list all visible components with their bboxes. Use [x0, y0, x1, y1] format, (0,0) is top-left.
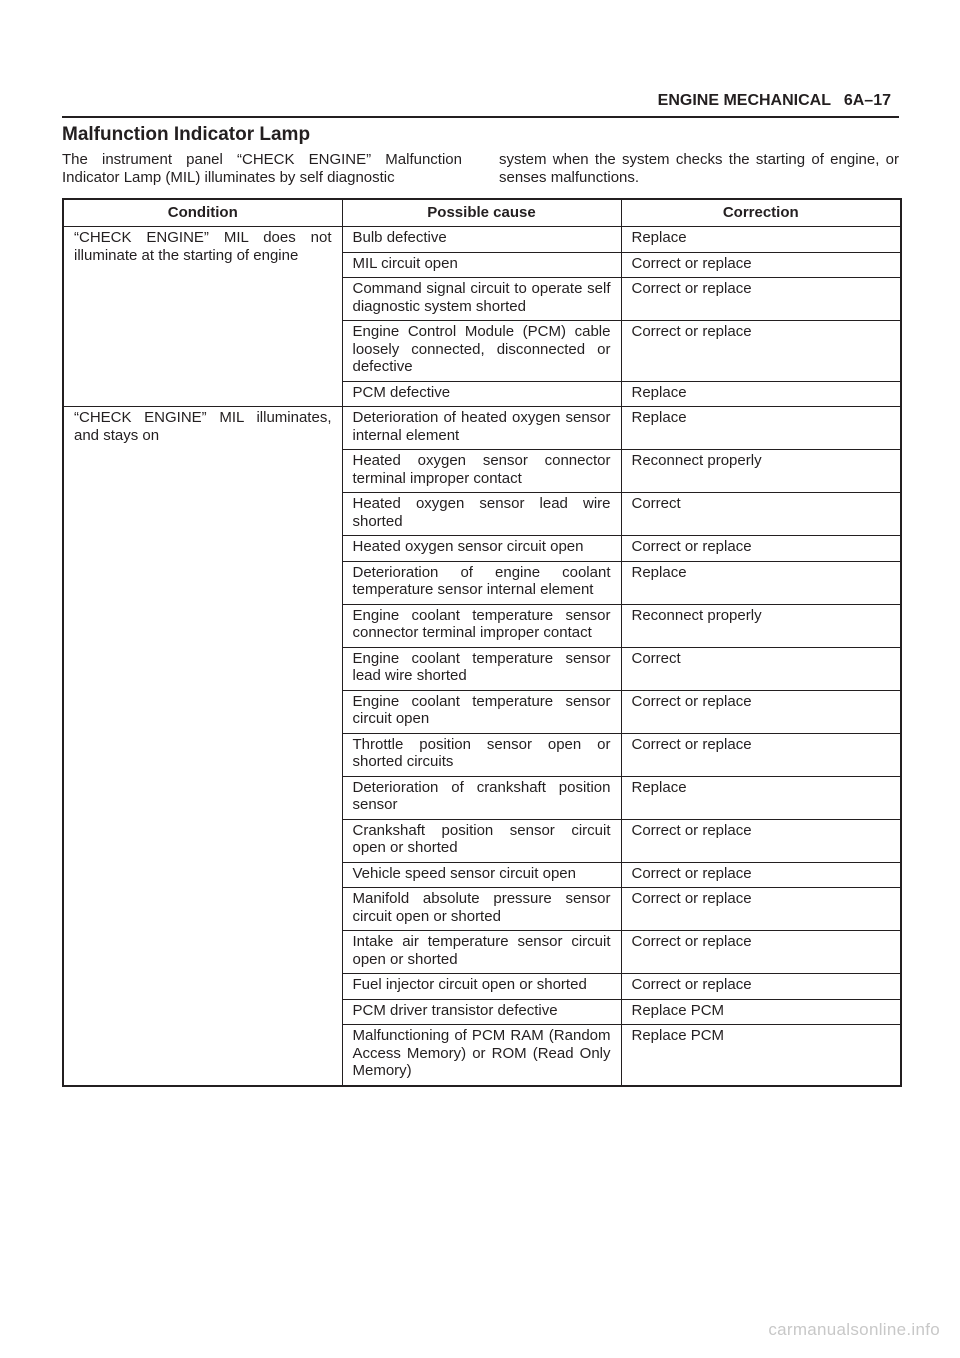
- correction-cell: Replace: [621, 407, 901, 450]
- possible-cause-cell: Bulb defective: [342, 227, 621, 253]
- possible-cause-cell: Heated oxygen sensor connector terminal improper contact: [342, 450, 621, 493]
- possible-cause-cell: Malfunctioning of PCM RAM (Random Access Memory) or ROM (Read Only Memory): [342, 1025, 621, 1086]
- condition-cell: “CHECK ENGINE” MIL does not illuminate at the starting of engine: [63, 227, 342, 407]
- correction-cell: Correct or replace: [621, 536, 901, 562]
- correction-cell: Replace: [621, 561, 901, 604]
- correction-cell: Correct: [621, 647, 901, 690]
- possible-cause-cell: Manifold absolute pressure sensor circuit open or shorted: [342, 888, 621, 931]
- section-title: ENGINE MECHANICAL: [657, 92, 831, 109]
- possible-cause-cell: Engine coolant temperature sensor lead wire shorted: [342, 647, 621, 690]
- correction-cell: Replace PCM: [621, 999, 901, 1025]
- possible-cause-cell: PCM defective: [342, 381, 621, 407]
- possible-cause-cell: Command signal circuit to operate self diagnostic system shorted: [342, 278, 621, 321]
- possible-cause-cell: Crankshaft position sensor circuit open or shorted: [342, 819, 621, 862]
- possible-cause-cell: Fuel injector circuit open or shorted: [342, 974, 621, 1000]
- correction-cell: Correct or replace: [621, 690, 901, 733]
- intro-text-left: The instrument panel “CHECK ENGINE” Malfunction Indicator Lamp (MIL) illuminates by self diagnostic: [62, 151, 462, 186]
- possible-cause-cell: Throttle position sensor open or shorted circuits: [342, 733, 621, 776]
- possible-cause-cell: Heated oxygen sensor lead wire shorted: [342, 493, 621, 536]
- correction-cell: Correct: [621, 493, 901, 536]
- table-body: [63, 227, 901, 1086]
- possible-cause-cell: Vehicle speed sensor circuit open: [342, 862, 621, 888]
- possible-cause-cell: Engine coolant temperature sensor circuit open: [342, 690, 621, 733]
- intro-text-right: system when the system checks the starting of engine, or senses malfunctions.: [499, 151, 899, 186]
- page-title: Malfunction Indicator Lamp: [62, 124, 311, 145]
- correction-cell: Correct or replace: [621, 931, 901, 974]
- correction-cell: Correct or replace: [621, 321, 901, 382]
- possible-cause-cell: Heated oxygen sensor circuit open: [342, 536, 621, 562]
- possible-cause-cell: Deterioration of heated oxygen sensor internal element: [342, 407, 621, 450]
- correction-cell: Correct or replace: [621, 278, 901, 321]
- possible-cause-cell: MIL circuit open: [342, 252, 621, 278]
- correction-cell: Correct or replace: [621, 862, 901, 888]
- correction-cell: Replace: [621, 227, 901, 253]
- page-number: 6A–17: [843, 92, 891, 109]
- correction-cell: Correct or replace: [621, 819, 901, 862]
- header-condition: Condition: [63, 199, 342, 227]
- correction-cell: Correct or replace: [621, 888, 901, 931]
- correction-cell: Reconnect properly: [621, 450, 901, 493]
- possible-cause-cell: PCM driver transistor defective: [342, 999, 621, 1025]
- table-row: [63, 407, 901, 450]
- correction-cell: Replace: [621, 776, 901, 819]
- page-header: [62, 88, 899, 118]
- possible-cause-cell: Intake air temperature sensor circuit open or shorted: [342, 931, 621, 974]
- correction-cell: Replace: [621, 381, 901, 407]
- possible-cause-cell: Deterioration of engine coolant temperature sensor internal element: [342, 561, 621, 604]
- correction-cell: Correct or replace: [621, 974, 901, 1000]
- possible-cause-cell: Engine coolant temperature sensor connector terminal improper contact: [342, 604, 621, 647]
- correction-cell: Reconnect properly: [621, 604, 901, 647]
- table-header-row: [63, 199, 901, 227]
- correction-cell: Correct or replace: [621, 252, 901, 278]
- watermark: carmanualsonline.info: [768, 1320, 940, 1339]
- table-row: [63, 227, 901, 253]
- condition-cell: “CHECK ENGINE” MIL illuminates, and stays on: [63, 407, 342, 1086]
- correction-cell: Correct or replace: [621, 733, 901, 776]
- diagnosis-table: [62, 198, 902, 1087]
- header-correction: Correction: [621, 199, 901, 227]
- possible-cause-cell: Engine Control Module (PCM) cable loosely connected, disconnected or defective: [342, 321, 621, 382]
- possible-cause-cell: Deterioration of crankshaft position sensor: [342, 776, 621, 819]
- correction-cell: Replace PCM: [621, 1025, 901, 1086]
- header-possible-cause: Possible cause: [342, 199, 621, 227]
